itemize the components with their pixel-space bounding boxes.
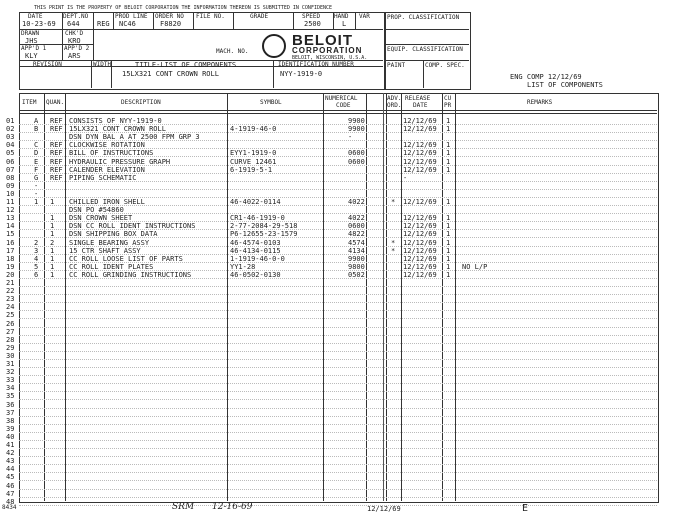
row-number: 40 — [6, 432, 15, 441]
comp-spec-label: COMP. SPEC. — [425, 62, 465, 69]
release-date-footer: 12/12/69 — [367, 505, 401, 513]
adv-cell: * — [391, 238, 396, 247]
code-cell: - — [348, 133, 353, 142]
row-number: 04 — [6, 141, 15, 150]
row-number: 09 — [6, 181, 15, 190]
row-number: 28 — [6, 335, 15, 344]
quan-cell: 1 — [50, 270, 55, 279]
pr-cell: 1 — [446, 254, 451, 263]
row-separator — [19, 318, 657, 319]
item-cell: 5 — [34, 262, 39, 271]
symbol-cell: YY1-28 — [230, 262, 256, 271]
item-cell: G — [34, 173, 39, 182]
chkd-value: KRO — [68, 37, 81, 45]
pr-cell: 1 — [446, 165, 451, 174]
description-cell: DSN PO #54860 — [69, 206, 124, 215]
release-date-cell: 12/12/69 — [403, 198, 437, 206]
handwritten-initials: SRM — [172, 502, 195, 512]
row-number: 16 — [6, 238, 15, 247]
row-number: 33 — [6, 376, 15, 385]
col-date: DATE — [413, 102, 428, 109]
pr-cell: 1 — [446, 117, 451, 125]
row-number: 07 — [6, 165, 15, 174]
row-number: 48 — [6, 497, 15, 506]
row-number: 42 — [6, 449, 15, 458]
row-number: 12 — [6, 206, 15, 215]
item-cell: - — [34, 181, 39, 190]
release-date-cell: 12/12/69 — [403, 214, 437, 223]
row-number: 41 — [6, 441, 15, 449]
code-cell: 4822 — [348, 230, 365, 239]
row-number: 26 — [6, 319, 15, 328]
release-date-cell: 12/12/69 — [403, 117, 437, 125]
code-cell: 4022 — [348, 198, 365, 206]
handwritten-date: 12-16-69 — [212, 502, 253, 512]
date-label: DATE — [28, 13, 43, 20]
row-separator — [19, 375, 657, 376]
row-separator — [19, 189, 657, 190]
row-separator — [19, 391, 657, 392]
row-separator — [19, 399, 657, 400]
code-cell: 9900 — [348, 125, 365, 134]
item-cell: 6 — [34, 270, 39, 279]
col-cu: CU — [444, 95, 452, 102]
remarks-cell: NO L/P — [462, 262, 488, 271]
code-cell: 4574 — [348, 238, 365, 247]
pr-cell: 1 — [446, 141, 451, 150]
col-code: CODE — [336, 102, 351, 109]
row-number: 44 — [6, 465, 15, 474]
pr-cell: 1 — [446, 270, 451, 279]
row-separator — [19, 335, 657, 336]
row-number: 20 — [6, 270, 15, 279]
row-number: 08 — [6, 173, 15, 182]
reg-value: REG — [97, 20, 110, 28]
symbol-cell: EYY1-1919-0 — [230, 149, 277, 158]
title-label: TITLE-LIST OF COMPONENTS — [135, 61, 237, 69]
speed-value: 2500 — [304, 20, 321, 28]
col-quan: QUAN. — [46, 99, 65, 106]
row-separator — [19, 424, 657, 425]
row-separator — [19, 310, 657, 311]
symbol-cell: CURVE 12461 — [230, 157, 277, 166]
description-cell: 15 CTR SHAFT ASSY — [69, 246, 141, 255]
order-value: F8820 — [160, 20, 182, 28]
col-item: ITEM — [22, 99, 37, 106]
order-label: ORDER NO — [155, 13, 184, 20]
row-separator — [19, 440, 657, 441]
description-cell: DSN CC ROLL IDENT INSTRUCTIONS — [69, 222, 196, 231]
item-cell: 4 — [34, 254, 39, 263]
pr-cell: 1 — [446, 238, 451, 247]
release-date-cell: 12/12/69 — [403, 157, 437, 166]
description-cell: DSN SHIPPING BOX DATA — [69, 230, 158, 239]
release-date-cell: 12/12/69 — [403, 254, 437, 263]
item-cell: 1 — [34, 198, 39, 206]
footer-mark: E — [522, 503, 529, 514]
col-description: DESCRIPTION — [121, 99, 161, 106]
description-cell: HYDRAULIC PRESSURE GRAPH — [69, 157, 171, 166]
paint-label: PAINT — [387, 62, 406, 69]
code-cell: 0600 — [348, 157, 365, 166]
row-number: 27 — [6, 327, 15, 336]
drawn-label: DRAWN — [21, 30, 40, 37]
code-cell: 9900 — [348, 117, 365, 125]
prod-line-label: PROD LINE — [115, 13, 148, 20]
code-cell: 0502 — [348, 270, 365, 279]
width-label: WIDTH — [93, 61, 112, 68]
item-cell: F — [34, 165, 39, 174]
quan-cell: 1 — [50, 262, 55, 271]
row-separator — [19, 367, 657, 368]
appd2-label: APP'D 2 — [64, 45, 90, 52]
description-cell: CC ROLL LOOSE LIST OF PARTS — [69, 254, 183, 263]
item-cell: A — [34, 117, 39, 125]
row-number: 32 — [6, 368, 15, 377]
symbol-cell: CR1-46-1919-0 — [230, 214, 285, 223]
var-label: VAR — [359, 13, 370, 20]
row-number: 35 — [6, 392, 15, 401]
row-separator — [19, 302, 657, 303]
row-number: 17 — [6, 246, 15, 255]
dept-value: 644 — [67, 20, 80, 28]
release-date-cell: 12/12/69 — [403, 262, 437, 271]
row-separator — [19, 497, 657, 498]
quan-cell: REF — [50, 149, 63, 158]
row-separator — [19, 505, 657, 506]
row-separator — [19, 359, 657, 360]
speed-label: SPEED — [302, 13, 321, 20]
col-pr: PR — [444, 102, 452, 109]
description-cell: CHILLED IRON SHELL — [69, 198, 145, 206]
row-number: 37 — [6, 408, 15, 417]
row-number: 47 — [6, 489, 15, 498]
form-number: 8434 — [2, 504, 17, 511]
row-separator — [19, 343, 657, 344]
pr-cell: 1 — [446, 157, 451, 166]
item-cell: 2 — [34, 238, 39, 247]
description-cell: 15LX321 CONT CROWN ROLL — [69, 125, 166, 134]
quan-cell: 2 — [50, 238, 55, 247]
equip-class-label: EQUIP. CLASSIFICATION — [387, 46, 463, 53]
row-number: 02 — [6, 125, 15, 134]
drawn-value: JHS — [25, 37, 38, 45]
quan-cell: REF — [50, 165, 63, 174]
row-separator — [19, 416, 657, 417]
logo-subtitle: CORPORATION — [292, 46, 363, 55]
row-separator — [19, 448, 657, 449]
pr-cell: 1 — [446, 214, 451, 223]
symbol-cell: 46-4134-0115 — [230, 246, 281, 255]
row-number: 01 — [6, 117, 15, 125]
row-separator — [19, 464, 657, 465]
description-cell: DSN DYN BAL A AT 2500 FPM GRP 3 — [69, 133, 200, 142]
quan-cell: REF — [50, 117, 63, 125]
code-cell: 4022 — [348, 214, 365, 223]
symbol-cell: 46-4022-0114 — [230, 198, 281, 206]
row-number: 25 — [6, 311, 15, 320]
row-separator — [19, 432, 657, 433]
symbol-cell: 2-77-2084-29-518 — [230, 222, 298, 231]
quan-cell: 1 — [50, 246, 55, 255]
row-separator — [19, 383, 657, 384]
chkd-label: CHK'D — [65, 30, 84, 37]
item-cell: C — [34, 141, 39, 150]
quan-cell: 1 — [50, 230, 55, 239]
row-number: 06 — [6, 157, 15, 166]
hand-value: L — [342, 20, 347, 28]
hand-label: HAND — [334, 13, 349, 20]
item-cell: E — [34, 157, 39, 166]
col-ord: ORD. — [387, 102, 402, 109]
row-number: 24 — [6, 303, 15, 312]
item-cell: B — [34, 125, 39, 134]
pr-cell: 1 — [446, 262, 451, 271]
code-cell: 9800 — [348, 262, 365, 271]
description-cell: CALENDER ELEVATION — [69, 165, 145, 174]
symbol-cell: 4-1919-46-0 — [230, 125, 277, 134]
col-release: RELEASE — [405, 95, 431, 102]
release-date-cell: - — [403, 173, 408, 182]
row-number: 05 — [6, 149, 15, 158]
symbol-cell: 6-1919-5-1 — [230, 165, 273, 174]
release-date-cell: 12/12/69 — [403, 246, 437, 255]
row-separator — [19, 294, 657, 295]
col-remarks: REMARKS — [527, 99, 553, 106]
logo-location: BELOIT, WISCONSIN, U.S.A. — [292, 55, 368, 61]
row-number: 23 — [6, 295, 15, 304]
pr-cell: 1 — [446, 230, 451, 239]
description-cell: BILL OF INSTRUCTIONS — [69, 149, 154, 158]
list-title: LIST OF COMPONENTS — [527, 81, 603, 89]
description-cell: CLOCKWISE ROTATION — [69, 141, 145, 150]
mach-label: MACH. NO. — [216, 48, 249, 55]
col-adv: ADV. — [387, 95, 402, 102]
prop-class-label: PROP. CLASSIFICATION — [387, 14, 460, 21]
col-numerical: NUMERICAL — [325, 95, 358, 102]
row-number: 13 — [6, 214, 15, 223]
row-number: 38 — [6, 416, 15, 425]
appd2-value: ARS — [68, 52, 81, 60]
release-date-cell: 12/12/69 — [403, 165, 437, 174]
row-number: 10 — [6, 189, 15, 198]
row-number: 22 — [6, 287, 15, 296]
pr-cell: 1 — [446, 198, 451, 206]
row-number: 19 — [6, 262, 15, 271]
appd1-label: APP'D 1 — [21, 45, 47, 52]
item-cell: D — [34, 149, 39, 158]
release-date-cell: 12/12/69 — [403, 238, 437, 247]
row-number: 11 — [6, 198, 15, 206]
title-value: 15LX321 CONT CROWN ROLL — [122, 70, 219, 78]
release-date-cell: 12/12/69 — [403, 141, 437, 150]
row-separator — [19, 408, 657, 409]
col-symbol: SYMBOL — [260, 99, 282, 106]
dept-label: DEPT.NO — [63, 13, 89, 20]
release-date-cell: 12/12/69 — [403, 270, 437, 279]
eng-comp: ENG COMP 12/12/69 — [510, 73, 582, 81]
ident-value: NYY-1919-0 — [280, 70, 323, 78]
revision-label: REVISION — [33, 61, 62, 68]
row-number: 46 — [6, 481, 15, 490]
item-cell: - — [34, 189, 39, 198]
pr-cell: 1 — [446, 149, 451, 158]
description-cell: PIPING SCHEMATIC — [69, 173, 137, 182]
code-cell: 9900 — [348, 254, 365, 263]
file-label: FILE NO. — [196, 13, 225, 20]
item-cell: 3 — [34, 246, 39, 255]
description-cell: CC ROLL IDENT PLATES — [69, 262, 154, 271]
row-separator — [19, 456, 657, 457]
release-date-cell: 12/12/69 — [403, 149, 437, 158]
row-number: 43 — [6, 457, 15, 466]
description-cell: CONSISTS OF NYY-1919-0 — [69, 117, 162, 125]
row-number: 15 — [6, 230, 15, 239]
quan-cell: 1 — [50, 254, 55, 263]
pr-cell: 1 — [446, 222, 451, 231]
confidential-notice: THIS PRINT IS THE PROPERTY OF BELOIT CORPORATION THE INFORMATION THEREON IS SUBMITTED IN CONFIDENCE — [34, 5, 333, 11]
code-cell: 4134 — [348, 246, 365, 255]
description-cell: SINGLE BEARING ASSY — [69, 238, 150, 247]
row-separator — [19, 351, 657, 352]
quan-cell: REF — [50, 173, 63, 182]
prod-line-value: NC46 — [119, 20, 136, 28]
adv-cell: * — [391, 198, 396, 206]
row-number: 21 — [6, 279, 15, 287]
row-separator — [19, 286, 657, 287]
logo-emblem-icon — [262, 34, 286, 58]
quan-cell: 1 — [50, 222, 55, 231]
symbol-cell: 46-0502-0130 — [230, 270, 281, 279]
release-date-cell: 12/12/69 — [403, 230, 437, 239]
symbol-cell: 1-1919-46-0-0 — [230, 254, 285, 263]
row-number: 45 — [6, 473, 15, 482]
pr-cell: 1 — [446, 246, 451, 255]
quan-cell: REF — [50, 157, 63, 166]
ident-label: IDENTIFICATION NUMBER — [278, 61, 354, 68]
symbol-cell: P6-12655-23-1579 — [230, 230, 298, 239]
release-date-cell: 12/12/69 — [403, 222, 437, 231]
quan-cell: 1 — [50, 198, 55, 206]
code-cell: 0600 — [348, 149, 365, 158]
grade-label: GRADE — [250, 13, 269, 20]
pr-cell: 1 — [446, 125, 451, 134]
adv-cell: * — [391, 246, 396, 255]
row-number: 30 — [6, 351, 15, 360]
row-number: 36 — [6, 400, 15, 409]
row-number: 03 — [6, 133, 15, 142]
code-cell: 0600 — [348, 222, 365, 231]
row-separator — [19, 327, 657, 328]
row-separator — [19, 480, 657, 481]
row-number: 18 — [6, 254, 15, 263]
date-value: 10-23-69 — [22, 20, 56, 28]
quan-cell: 1 — [50, 214, 55, 223]
description-cell: DSN CROWN SHEET — [69, 214, 133, 223]
row-number: 31 — [6, 360, 15, 368]
symbol-cell: 46-4574-0103 — [230, 238, 281, 247]
row-separator — [19, 489, 657, 490]
quan-cell: REF — [50, 125, 63, 134]
release-date-cell: 12/12/69 — [403, 125, 437, 134]
row-number: 29 — [6, 343, 15, 352]
logo-name: BELOIT — [292, 32, 353, 49]
appd1-value: KLY — [25, 52, 38, 60]
quan-cell: REF — [50, 141, 63, 150]
description-cell: CC ROLL GRINDING INSTRUCTIONS — [69, 270, 192, 279]
row-number: 39 — [6, 424, 15, 433]
row-separator — [19, 472, 657, 473]
row-number: 14 — [6, 222, 15, 231]
row-number: 34 — [6, 384, 15, 393]
